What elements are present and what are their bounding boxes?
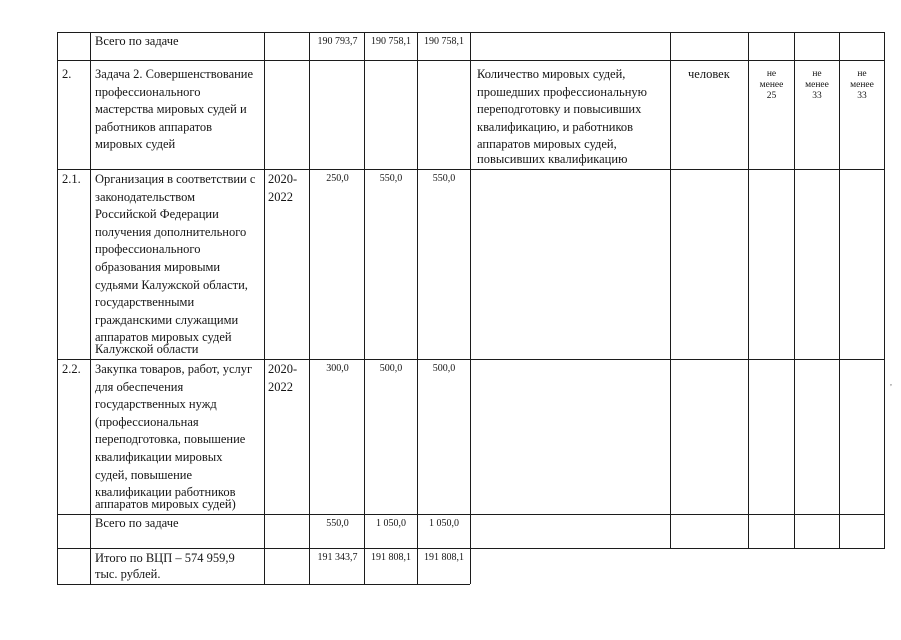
name-line: судей, повышение (95, 467, 193, 482)
task2-total-value-3: 1 050,0 (429, 518, 459, 529)
name-line: переподготовка, повышение (95, 432, 246, 447)
col-border-6 (470, 32, 471, 584)
top-total-value-1: 190 793,7 (317, 36, 358, 47)
row-2-2-number: 2.2. (62, 362, 81, 376)
target-line: менее (850, 80, 874, 91)
name-line: судьями Калужской области, (95, 277, 248, 292)
task2-total-value-1: 550,0 (326, 518, 349, 529)
col-border-5 (417, 32, 418, 584)
col-border-4 (364, 32, 365, 584)
indicator-line: прошедших профессиональную (477, 84, 647, 99)
rule-after-2-1 (57, 359, 885, 360)
name-line: законодательством (95, 189, 196, 204)
row-2-2-value-2: 500,0 (379, 363, 403, 374)
task2-total-value-2: 1 050,0 (376, 518, 406, 529)
rule-after-2-2 (57, 514, 885, 515)
top-total-value-3: 190 758,1 (424, 36, 464, 47)
name-line: квалификации работников (95, 485, 236, 500)
col-border-11 (884, 32, 885, 548)
task2-title-line: работников аппаратов (95, 119, 213, 134)
target-line: не (857, 69, 867, 79)
row-2-1-value-2: 550,0 (379, 173, 403, 184)
target-line: 33 (812, 91, 822, 102)
task2-title-line: мастерства мировых судей и (95, 102, 247, 117)
name-line: профессионального (95, 242, 201, 257)
row-2-1-value-1: 250,0 (326, 173, 349, 184)
row-2-1-period-end: 2022 (268, 189, 293, 204)
top-total-value-2: 190 758,1 (371, 36, 411, 47)
target-line: не (812, 69, 822, 79)
col-border-10 (839, 32, 840, 548)
col-border-8 (748, 32, 749, 548)
name-line: Закупка товаров, работ, услуг (95, 362, 253, 376)
target-line: 33 (857, 91, 867, 102)
target-line: менее (805, 80, 829, 91)
col-border-0 (57, 32, 58, 584)
name-line: государственными (95, 295, 195, 310)
col-border-1 (90, 32, 91, 584)
indicator-line: квалификацию, и работников (477, 119, 634, 134)
task2-title-line: профессионального (95, 84, 201, 99)
rule-top (57, 32, 885, 33)
task2-number: 2. (62, 67, 72, 81)
task2-unit: человек (688, 67, 730, 81)
name-line: Организация в соответствии с (95, 172, 256, 186)
rule-after-task-total (57, 548, 885, 549)
target-line: менее (759, 80, 784, 91)
name-line: получения дополнительного (95, 224, 247, 239)
row-2-2-value-3: 500,0 (432, 363, 456, 374)
margin-mark: , (890, 378, 892, 387)
col-border-3 (309, 32, 310, 584)
name-line: аппаратов мировых судей) (95, 497, 236, 511)
vcp-total-value-1: 191 343,7 (317, 552, 358, 563)
rule-after-top-total (57, 60, 885, 61)
vcp-total-value-3: 191 808,1 (424, 552, 464, 563)
target-line: не (766, 69, 777, 79)
name-line: Калужской области (95, 342, 199, 356)
name-line: государственных нужд (95, 397, 217, 412)
task2-title-line: мировых судей (95, 137, 176, 152)
row-2-1-number: 2.1. (62, 172, 81, 186)
vcp-total-value-2: 191 808,1 (371, 552, 411, 563)
rule-bottom (57, 584, 470, 585)
task2-title-line: Задача 2. Совершенствование (95, 67, 254, 81)
row-2-1-value-3: 550,0 (432, 173, 456, 184)
col-border-2 (264, 32, 265, 584)
indicator-line: переподготовку и повысивших (477, 102, 642, 117)
row-2-2-period-end: 2022 (268, 379, 293, 394)
col-border-9 (794, 32, 795, 548)
col-border-7 (670, 32, 671, 548)
row-2-2-period-start: 2020- (268, 362, 298, 376)
vcp-total-label-line-1: Итого по ВЦП – 574 959,9 (95, 551, 235, 565)
name-line: Российской Федерации (95, 207, 219, 222)
name-line: образования мировыми (95, 260, 221, 274)
name-line: квалификации мировых (95, 450, 223, 464)
indicator-line: аппаратов мировых судей, (477, 137, 617, 152)
indicator-line: повысивших квалификацию (477, 152, 628, 166)
row-2-2-value-1: 300,0 (326, 363, 349, 374)
top-total-label: Всего по задаче (95, 34, 179, 48)
row-2-1-period-start: 2020- (268, 172, 298, 186)
indicator-line: Количество мировых судей, (477, 67, 626, 81)
name-line: для обеспечения (95, 379, 184, 394)
name-line: гражданскими служащими (95, 312, 239, 327)
name-line: (профессиональная (95, 414, 199, 429)
task2-total-label: Всего по задаче (95, 516, 179, 530)
name-line: аппаратов мировых судей (95, 330, 232, 345)
rule-after-task2 (57, 169, 885, 170)
vcp-total-label-line-2: тыс. рублей. (95, 567, 161, 581)
target-line: 25 (766, 91, 777, 102)
